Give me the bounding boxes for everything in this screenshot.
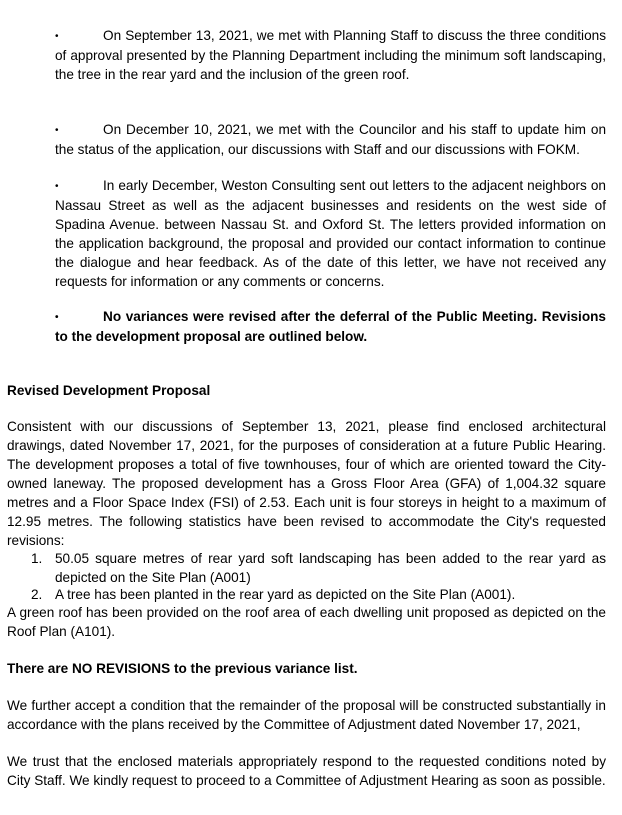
- bullet-text: On December 10, 2021, we met with the Councilor and his staff to update him on the status of the application, our discussions with Staff and our discussions with FOKM.: [55, 122, 606, 157]
- condition-paragraph: We further accept a condition that the remainder of the proposal will be constructed substantially in accordance with the plans received by the Committee of Adjustment dated November 17, 2021,: [7, 698, 606, 732]
- bullet-icon: •: [55, 181, 59, 192]
- no-revisions-statement: There are NO REVISIONS to the previous variance list.: [7, 661, 358, 676]
- bullet-item-letters: [55, 176, 606, 291]
- list-number: 2.: [31, 587, 43, 602]
- bullet-icon: •: [55, 125, 59, 136]
- list-item-text: A tree has been planted in the rear yard as depicted on the Site Plan (A001).: [55, 587, 516, 602]
- bullet-item-planning-staff: [55, 26, 606, 84]
- bullet-icon: •: [55, 312, 59, 323]
- bullet-item-councilor: [55, 120, 606, 159]
- bullet-text: In early December, Weston Consulting sent out letters to the adjacent neighbors on Nassau Street as well as the adjacent businesses and residents on the west side of Spadina Avenue. between Nassau St. and Oxford St. The letters provided information on the application background, the proposal and provided our contact information to continue the dialogue and hear feedback. As of the date of this letter, we have not received any requests for information or any comments or concerns.: [55, 178, 606, 289]
- intro-paragraph: Consistent with our discussions of September 13, 2021, please find enclosed architectural drawings, dated November 17, 2021, for the purposes of consideration at a future Public Hearing. The development proposes a total of five townhouses, four of which are oriented toward the City-owned laneway. The proposed development has a Gross Floor Area (GFA) of 1,004.32 square metres and a Floor Space Index (FSI) of 2.53. Each unit is four storeys in height to a maximum of 12.95 metres. The following statistics have been revised to accommodate the City's requested revisions:: [7, 419, 606, 548]
- numbered-item-landscaping: [31, 549, 606, 587]
- bullet-icon: •: [55, 31, 59, 42]
- list-number: 1.: [31, 551, 43, 566]
- green-roof-paragraph: A green roof has been provided on the roof area of each dwelling unit proposed as depicted on the Roof Plan (A101).: [7, 605, 606, 639]
- numbered-item-tree: [31, 585, 606, 604]
- section-heading: Revised Development Proposal: [7, 383, 211, 398]
- closing-paragraph: We trust that the enclosed materials appropriately respond to the requested conditions noted by City Staff. We kindly request to proceed to a Committee of Adjustment Hearing as soon as possible.: [7, 754, 606, 788]
- bullet-text: On September 13, 2021, we met with Planning Staff to discuss the three conditions of approval presented by the Planning Department including the minimum soft landscaping, the tree in the rear yard and the inclusion of the green roof.: [55, 28, 606, 82]
- list-item-text: 50.05 square metres of rear yard soft landscaping has been added to the rear yard as depicted on the Site Plan (A001): [55, 551, 606, 585]
- bullet-item-no-variances: [55, 307, 606, 346]
- bullet-text: No variances were revised after the deferral of the Public Meeting. Revisions to the development proposal are outlined below.: [55, 309, 606, 344]
